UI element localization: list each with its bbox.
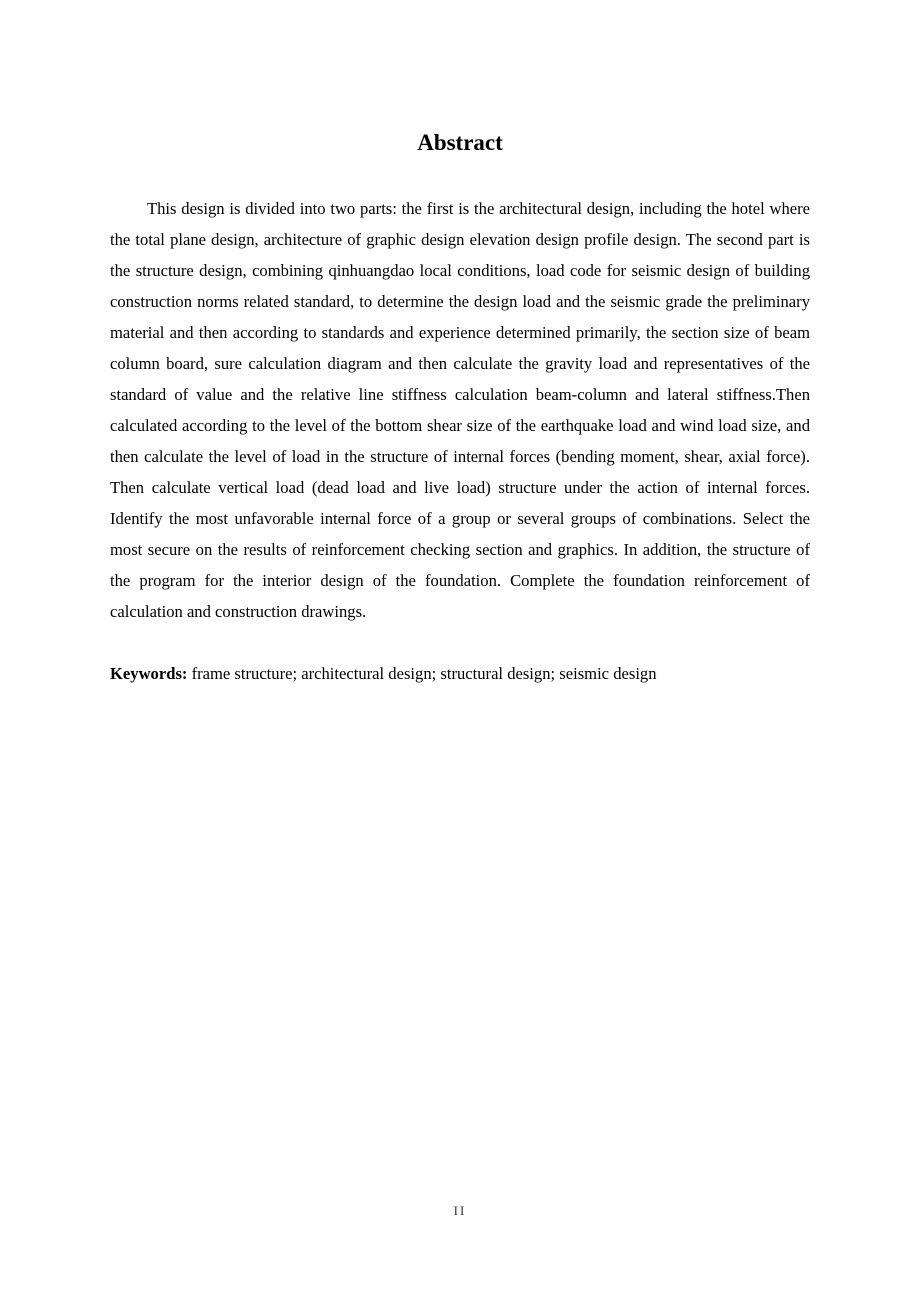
abstract-body: This design is divided into two parts: the first is the architectural design, including the hotel where the total plane design, architecture of graphic design elevation design profile design. The second part is the structure design, combining qinhuangdao local conditions, load code for seismic design of building construction norms related standard, to determine the design load and the seismic grade the preliminary material and then according to standards and experience determined primarily, the section size of beam column board, sure calculation diagram and then calculate the gravity load and representatives of the standard of value and the relative line stiffness calculation beam-column and lateral stiffness.Then calculated according to the level of the bottom shear size of the earthquake load and wind load size, and then calculate the level of load in the structure of internal forces (bending moment, shear, axial force). Then calculate vertical load (dead load and live load) structure under the action of internal forces. Identify the most unfavorable internal force of a group or several groups of combinations. Select the most secure on the results of reinforcement checking section and graphics. In addition, the structure of the program for the interior design of the foundation. Complete the foundation reinforcement of calculation and construction drawings.: [110, 199, 810, 621]
keywords-label: Keywords:: [110, 664, 188, 683]
keywords-value: frame structure; architectural design; structural design; seismic design: [187, 664, 657, 683]
page-number: II: [453, 1203, 467, 1218]
keywords-line: [110, 658, 810, 689]
page-title: Abstract: [417, 130, 503, 155]
